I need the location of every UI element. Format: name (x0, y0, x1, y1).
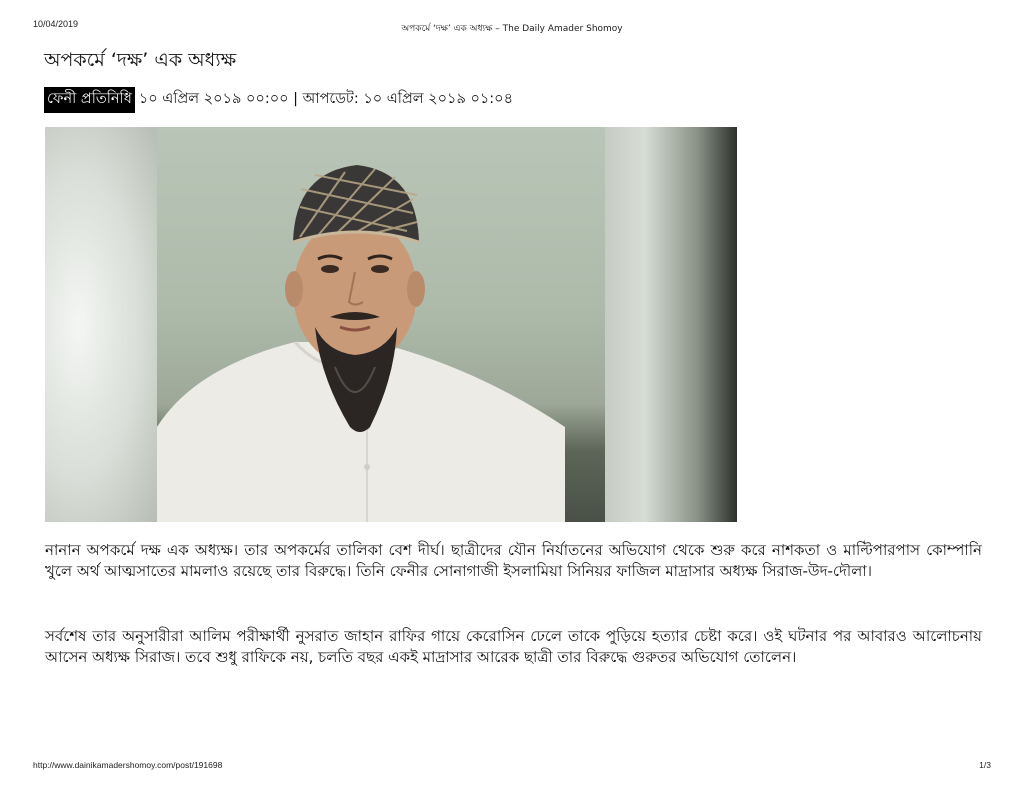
article-title: অপকর্মে ‘দক্ষ’ এক অধ্যক্ষ (44, 49, 237, 71)
print-date: 10/04/2019 (33, 19, 79, 29)
article-paragraph: সর্বশেষ তার অনুসারীরা আলিম পরীক্ষার্থী নুসরাত জাহান রাফির গায়ে কেরোসিন ঢেলে তাকে পুড়িয়ে হত্যার চেষ্টা করে। ওই ঘটনার পর আবারও আলোচনায় আসেন অধ্যক্ষ সিরাজ। তবে শুধু রাফিকে নয়, চলতি বছর একই মাদ্রাসার আরেক ছাত্রী তার বিরুদ্ধে গুরুতর অভিযোগ তোলেন। (45, 627, 982, 666)
byline (44, 87, 513, 113)
publish-meta: ১০ এপ্রিল ২০১৯ ০০:০০ | আপডেট: ১০ এপ্রিল ২০১৯ ০১:০৪ (138, 91, 514, 107)
author-badge: ফেনী প্রতিনিধি (44, 87, 135, 113)
article-photo (45, 127, 737, 522)
portrait-illustration (45, 127, 737, 522)
print-page-number: 1/3 (979, 760, 991, 770)
print-footer-url: http://www.dainikamadershomoy.com/post/191698 (33, 760, 223, 770)
article-paragraph: নানান অপকর্মে দক্ষ এক অধ্যক্ষ। তার অপকর্মের তালিকা বেশ দীর্ঘ। ছাত্রীদের যৌন নির্যাতনের অভিযোগ থেকে শুরু করে নাশকতা ও মাল্টিপারপাস কোম্পানি খুলে অর্থ আত্মসাতের মামলাও রয়েছে তার বিরুদ্ধে। তিনি ফেনীর সোনাগাজী ইসলামিয়া সিনিয়র ফাজিল মাদ্রাসার অধ্যক্ষ সিরাজ-উদ-দৌলা। (45, 541, 982, 580)
print-header-title: অপকর্মে ‘দক্ষ’ এক অধ্যক্ষ – The Daily Amader Shomoy (401, 24, 623, 34)
